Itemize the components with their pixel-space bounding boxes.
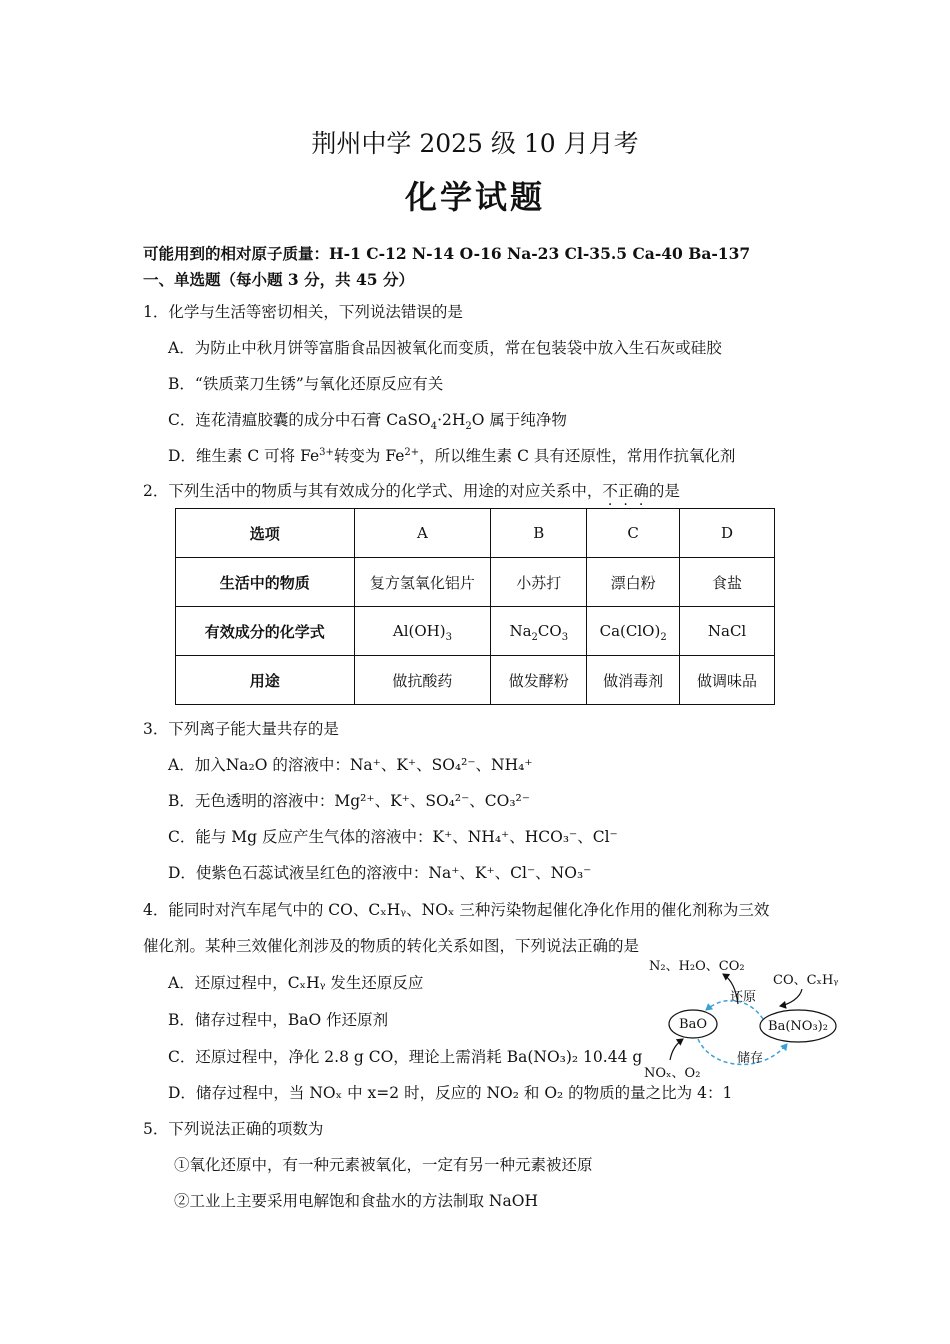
formula-part: CO	[537, 622, 562, 640]
table-cell: 复方氢氧化铝片	[354, 558, 491, 607]
catalyst-diagram	[640, 952, 855, 1084]
reactants-arrow	[780, 989, 802, 1006]
q2-table	[175, 508, 775, 705]
q1-d-sup-1: 3+	[319, 446, 334, 458]
table-cell: 选项	[176, 509, 355, 558]
formula-part: Na	[509, 622, 532, 640]
q4-option-c: C．还原过程中，净化 2.8 g CO，理论上需消耗 Ba(NO₃)₂ 10.44 g	[168, 1048, 643, 1066]
q1-d-text-1: D．维生素 C 可将 Fe	[168, 447, 320, 465]
table-cell: B	[491, 509, 587, 558]
q1-d-text-2: 转变为 Fe	[333, 447, 405, 465]
diagram-storage-label: 储存	[737, 1051, 764, 1066]
section-heading: 一、单选题（每小题 3 分，共 45 分）	[143, 270, 414, 289]
diagram-nox-label: NOₓ、O₂	[644, 1066, 701, 1081]
q5-item-2: ②工业上主要采用电解饱和食盐水的方法制取 NaOH	[174, 1192, 538, 1210]
q5-stem: 5．下列说法正确的项数为	[143, 1120, 324, 1138]
table-cell	[491, 607, 587, 656]
q3-option-b: B．无色透明的溶液中：Mg²⁺、K⁺、SO₄²⁻、CO₃²⁻	[168, 792, 530, 810]
diagram-reactants-label: CO、CₓHᵧ	[773, 973, 839, 988]
table-cell: 用途	[176, 656, 355, 705]
q1-c-sub-2: 2	[465, 421, 472, 433]
formula-sub: 2	[531, 632, 538, 643]
q1-stem: 1．化学与生活等密切相关，下列说法错误的是	[143, 303, 463, 321]
table-row	[176, 558, 775, 607]
q4-stem-line-1: 4．能同时对汽车尾气中的 CO、CₓHᵧ、NOₓ 三种污染物起催化净化作用的催化剂称为三效	[143, 901, 770, 919]
q2-stem-text: 2．下列生活中的物质与其有效成分的化学式、用途的对应关系中，	[143, 482, 603, 500]
table-cell: 做调味品	[680, 656, 775, 705]
q3-option-c: C．能与 Mg 反应产生气体的溶液中：K⁺、NH₄⁺、HCO₃⁻、Cl⁻	[168, 828, 618, 846]
diagram-reduction-label: 还原	[730, 990, 757, 1005]
q3-stem: 3．下列离子能大量共存的是	[143, 720, 339, 738]
formula-sub: 2	[660, 632, 667, 643]
atomic-masses: 可能用到的相对原子质量：H-1 C-12 N-14 O-16 Na-23 Cl-35.5 Ca-40 Ba-137	[143, 244, 751, 263]
q1-option-c	[168, 408, 567, 433]
table-cell	[587, 607, 680, 656]
table-cell: C	[587, 509, 680, 558]
bano3-label: Ba(NO₃)₂	[768, 1019, 828, 1034]
table-cell: 做发酵粉	[491, 656, 587, 705]
table-cell: A	[354, 509, 491, 558]
q1-c-text-1: C．连花清瘟胶囊的成分中石膏 CaSO	[168, 411, 431, 429]
formula-part: Ca(ClO)	[599, 622, 661, 640]
q2-stem	[143, 479, 680, 501]
diagram-products-label: N₂、H₂O、CO₂	[649, 959, 745, 974]
q1-option-a: A．为防止中秋月饼等富脂食品因被氧化而变质，常在包装袋中放入生石灰或硅胶	[168, 339, 722, 357]
q4-stem-line-2: 催化剂。某种三效催化剂涉及的物质的转化关系如图，下列说法正确的是	[143, 937, 640, 955]
table-cell: 小苏打	[491, 558, 587, 607]
formula-part: Al(OH)	[392, 622, 446, 640]
formula-sub: 3	[561, 632, 569, 643]
table-cell: 食盐	[680, 558, 775, 607]
table-cell: 漂白粉	[587, 558, 680, 607]
q2-stem-end: 的是	[648, 482, 680, 500]
q3-option-a: A．加入Na₂O 的溶液中：Na⁺、K⁺、SO₄²⁻、NH₄⁺	[168, 756, 533, 774]
bao-label: BaO	[679, 1017, 707, 1032]
q2-emphasis-1: 不	[602, 482, 618, 500]
q1-d-sup-2: 2+	[404, 446, 420, 458]
table-cell: 有效成分的化学式	[176, 607, 355, 656]
q1-c-sub-1: 4	[430, 421, 438, 433]
table-cell	[354, 607, 491, 656]
table-cell: NaCl	[680, 607, 775, 656]
q1-option-d	[168, 444, 735, 466]
table-cell: D	[680, 509, 775, 558]
exam-title: 荆州中学 2025 级 10 月月考	[311, 129, 639, 158]
table-row	[176, 509, 775, 558]
formula-sub: 3	[445, 632, 452, 643]
table-cell: 做抗酸药	[354, 656, 491, 705]
table-row	[176, 607, 775, 656]
q4-option-d: D．储存过程中，当 NOₓ 中 x=2 时，反应的 NO₂ 和 O₂ 的物质的量之比为 4：1	[168, 1084, 733, 1102]
q5-item-1: ①氧化还原中，有一种元素被氧化，一定有另一种元素被还原	[174, 1156, 593, 1174]
q1-c-text-3: O 属于纯净物	[471, 411, 567, 429]
table-row	[176, 656, 775, 705]
q2-emphasis-3: 确	[633, 482, 649, 500]
q1-option-b: B．“铁质菜刀生锈”与氧化还原反应有关	[168, 375, 444, 393]
table-cell: 做消毒剂	[587, 656, 680, 705]
q1-c-text-2: ·2H	[437, 411, 466, 429]
q1-d-text-3: ，所以维生素 C 具有还原性，常用作抗氧化剂	[419, 447, 736, 465]
table-cell: 生活中的物质	[176, 558, 355, 607]
q3-option-d: D．使紫色石蕊试液呈红色的溶液中：Na⁺、K⁺、Cl⁻、NO₃⁻	[168, 864, 592, 882]
subject-title: 化学试题	[404, 178, 545, 216]
nox-arrow	[670, 1039, 683, 1060]
q4-option-a: A．还原过程中，CₓHᵧ 发生还原反应	[168, 974, 424, 992]
q2-emphasis-2: 正	[617, 482, 634, 500]
q4-option-b: B．储存过程中，BaO 作还原剂	[168, 1011, 389, 1029]
